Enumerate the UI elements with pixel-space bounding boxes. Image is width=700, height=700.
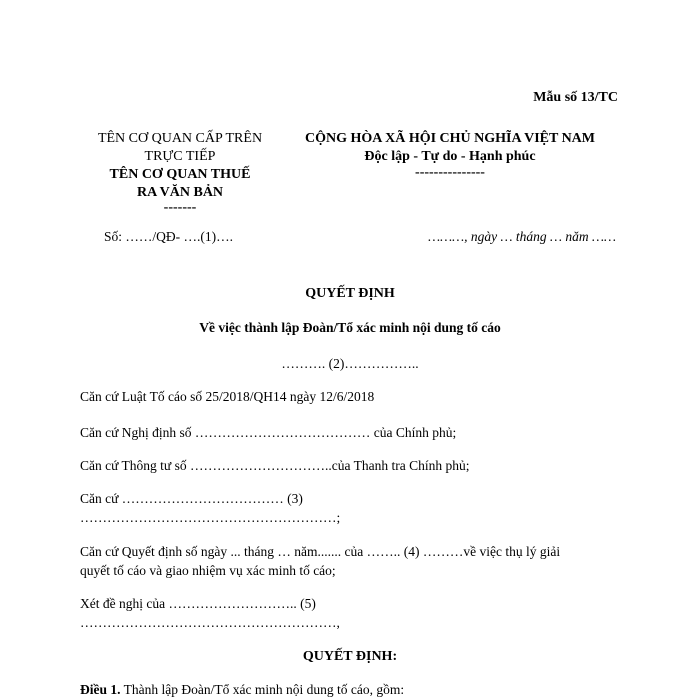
decision-title: QUYẾT ĐỊNH: [305, 286, 395, 301]
article-1-label: Điều 1.: [80, 682, 121, 697]
decision-subject: Về việc thành lập Đoàn/Tổ xác minh nội dung tố cáo: [199, 320, 501, 335]
national-block: [280, 130, 620, 180]
legal-basis-3: Căn cứ Thông tư số …………………………..của Thanh tra Chính phủ;: [80, 458, 470, 473]
legal-basis-5-line2: quyết tố cáo và giao nhiệm vụ xác minh tố cáo;: [80, 563, 336, 578]
legal-basis-1: Căn cứ Luật Tố cáo số 25/2018/QH14 ngày 12/6/2018: [80, 389, 375, 404]
issuing-authority: ………. (2)……………..: [281, 356, 419, 371]
issuer-agency-line1: TÊN CƠ QUAN THUẾ: [109, 167, 251, 182]
national-motto: Độc lập - Tự do - Hạnh phúc: [364, 149, 536, 164]
superior-agency-line1: TÊN CƠ QUAN CẤP TRÊN: [97, 131, 263, 146]
issuer-agency-line2: RA VĂN BẢN: [136, 185, 224, 200]
agency-divider: -------: [163, 200, 197, 215]
national-divider: ---------------: [415, 165, 485, 180]
legal-basis-2: Căn cứ Nghị định số ………………………………… của Chính phủ;: [80, 425, 457, 440]
decides-heading: QUYẾT ĐỊNH:: [302, 649, 398, 664]
proposal-line1: Xét đề nghị của ……………………….. (5): [80, 596, 316, 611]
legal-basis-5-line1: Căn cứ Quyết định số ngày ... tháng … năm....... của …….. (4) ………về việc thụ lý giải: [80, 544, 561, 559]
date-line: ………, ngày … tháng … năm ……: [428, 229, 616, 244]
superior-agency-line2: TRỰC TIẾP: [144, 149, 216, 164]
national-title: CỘNG HÒA XÃ HỘI CHỦ NGHĨA VIỆT NAM: [304, 131, 595, 146]
document-number: Số: ……/QĐ- ….(1)….: [104, 229, 233, 244]
agency-block: [80, 130, 280, 214]
article-1: [80, 682, 404, 698]
article-1-text: Thành lập Đoàn/Tổ xác minh nội dung tố cáo, gồm:: [120, 682, 405, 697]
proposal-line2: …………………………………………………,: [80, 615, 340, 630]
legal-basis-4-line1: Căn cứ ……………………………… (3): [80, 491, 303, 506]
legal-basis-4-line2: …………………………………………………;: [80, 510, 341, 525]
form-number: Mẫu số 13/TC: [533, 90, 618, 105]
